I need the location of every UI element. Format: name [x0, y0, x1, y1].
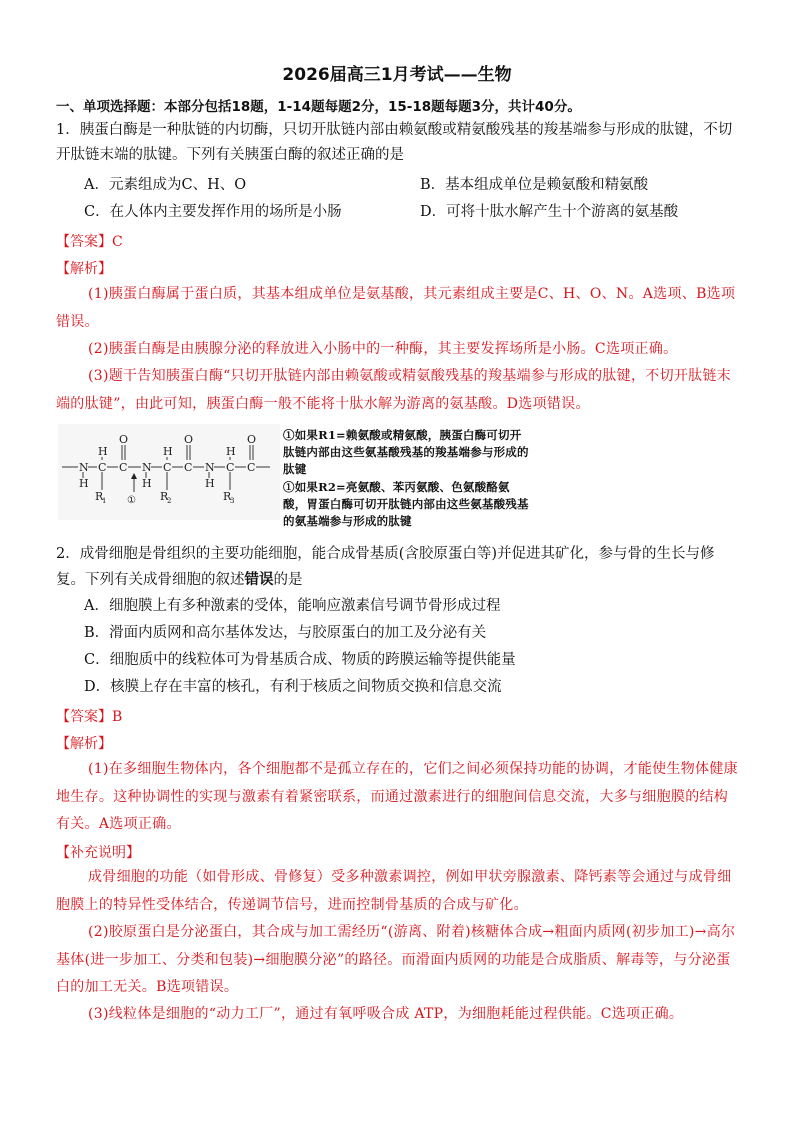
q2-option-a: A．细胞膜上有多种激素的受体，能响应激素信号调节骨形成过程 [84, 598, 501, 614]
r2-subscript: 2 [167, 497, 172, 505]
r1-subscript: 1 [102, 497, 107, 505]
nitrogen-label: N [79, 461, 89, 474]
oxygen-label: O [247, 433, 257, 446]
figure-note-1: ①如果R1=赖氨酸或精氨酸，胰蛋白酶可切开肽链内部由这些氨基酸残基的羧基端参与形成的肽键 [283, 428, 529, 477]
q2-stem-text: 2．成骨细胞是骨组织的主要功能细胞，能合成骨基质(含胶原蛋白等)并促进其矿化，参与骨的生长与修复。下列有关成骨细胞的叙述 [56, 546, 715, 588]
q2-explanation-1: (1)在多细胞生物体内，各个细胞都不是孤立存在的，它们之间必须保持功能的协调，才能使生物体健康地生存。这种协调性的实现与激素有着紧密联系，而通过激素进行的细胞间信息交流，大多与细胞膜的结构有关。A选项正确。 [56, 761, 738, 832]
q2-analysis-label: 【解析】 [56, 736, 112, 752]
q2-stem-end: 的是 [273, 572, 303, 588]
q1-option-b: B．基本组成单位是赖氨酸和精氨酸 [420, 177, 649, 193]
carbon-label: C [247, 461, 256, 474]
q1-option-a: A．元素组成为C、H、O [84, 177, 247, 193]
carbon-label: C [163, 461, 172, 474]
oxygen-label: O [184, 433, 194, 446]
q1-explanation-3: (3)题干告知胰蛋白酶“只切开肽链内部由赖氨酸或精氨酸残基的羧基端参与形成的肽键，不切开肽链末端的肽键”，由此可知，胰蛋白酶一般不能将十肽水解为游离的氨基酸。D选项错误。 [56, 368, 732, 412]
r3-subscript: 3 [230, 497, 235, 505]
nitrogen-label: N [205, 461, 215, 474]
oxygen-label: O [119, 433, 129, 446]
q2-option-b: B．滑面内质网和高尔基体发达，与胶原蛋白的加工及分泌有关 [84, 625, 487, 641]
r2-label: R [160, 490, 169, 503]
section-header: 一、单项选择题：本部分包括18题，1-14题每题2分，15-18题每题3分，共计40分。 [56, 99, 581, 115]
q2-supplement: 成骨细胞的功能（如骨形成、骨修复）受多种激素调控，例如甲状旁腺激素、降钙素等会通过与成骨细胞膜上的特异性受体结合，传递调节信号，进而控制骨基质的合成与矿化。 [56, 869, 732, 913]
q1-answer: 【答案】C [56, 234, 123, 250]
peptide-structure-diagram [58, 424, 280, 520]
page-title: 2026届高三1月考试——生物 [282, 65, 512, 85]
q2-explanation-3: (3)线粒体是细胞的“动力工厂”，通过有氧呼吸合成 ATP，为细胞耗能过程供能。C选项正确。 [88, 1006, 684, 1022]
q2-explanation-2: (2)胶原蛋白是分泌蛋白，其合成与加工需经历“(游离、附着)核糖体合成→粗面内质网(初步加工)→高尔基体(进一步加工、分类和包装)→细胞膜分泌”的路径。而滑面内质网的功能是合成脂质、解毒等，与分泌蛋白的加工无关。B选项错误。 [56, 924, 736, 995]
r3-label: R [223, 490, 232, 503]
carbon-label: C [226, 461, 235, 474]
hydrogen-label: H [142, 477, 152, 490]
hydrogen-label: H [79, 477, 89, 490]
q1-option-d: D．可将十肽水解产生十个游离的氨基酸 [420, 204, 679, 220]
q2-stem-emphasis: 错误 [244, 571, 274, 588]
q2-supplement-label: 【补充说明】 [56, 845, 140, 861]
figure-note-2: ①如果R2=亮氨酸、苯丙氨酸、色氨酸酪氨酸，胃蛋白酶可切开肽链内部由这些氨基酸残基的氨基端参与形成的肽键 [283, 479, 529, 529]
hydrogen-label: H [98, 445, 108, 458]
nitrogen-label: N [142, 461, 152, 474]
carbon-label: C [184, 461, 193, 474]
q2-answer: 【答案】B [56, 709, 123, 725]
q2-option-c: C．细胞质中的线粒体可为骨基质合成、物质的跨膜运输等提供能量 [84, 652, 516, 668]
question-1-stem: 1．胰蛋白酶是一种肽链的内切酶，只切开肽链内部由赖氨酸或精氨酸残基的羧基端参与形成的肽键，不切开肽链末端的肽键。下列有关胰蛋白酶的叙述正确的是 [56, 122, 733, 163]
peptide-figure [58, 424, 280, 520]
hydrogen-label: H [163, 445, 173, 458]
figure-notes [283, 427, 533, 530]
q1-explanation-2: (2)胰蛋白酶是由胰腺分泌的释放进入小肠中的一种酶，其主要发挥场所是小肠。C选项正确。 [88, 341, 678, 357]
q1-explanation-1: (1)胰蛋白酶属于蛋白质，其基本组成单位是氨基酸，其元素组成主要是C、H、O、N。A选项、B选项错误。 [56, 286, 736, 330]
q1-analysis-label: 【解析】 [56, 261, 112, 277]
carbon-label: C [98, 461, 107, 474]
r1-label: R [95, 490, 104, 503]
hydrogen-label: H [205, 477, 215, 490]
carbon-label: C [119, 461, 128, 474]
q1-option-c: C．在人体内主要发挥作用的场所是小肠 [84, 204, 342, 220]
cleavage-marker-label: ① [127, 495, 136, 506]
question-2-stem [56, 542, 742, 593]
cleavage-arrow-icon [131, 473, 137, 479]
q2-option-d: D．核膜上存在丰富的核孔，有利于核质之间物质交换和信息交流 [84, 679, 502, 695]
hydrogen-label: H [226, 445, 236, 458]
